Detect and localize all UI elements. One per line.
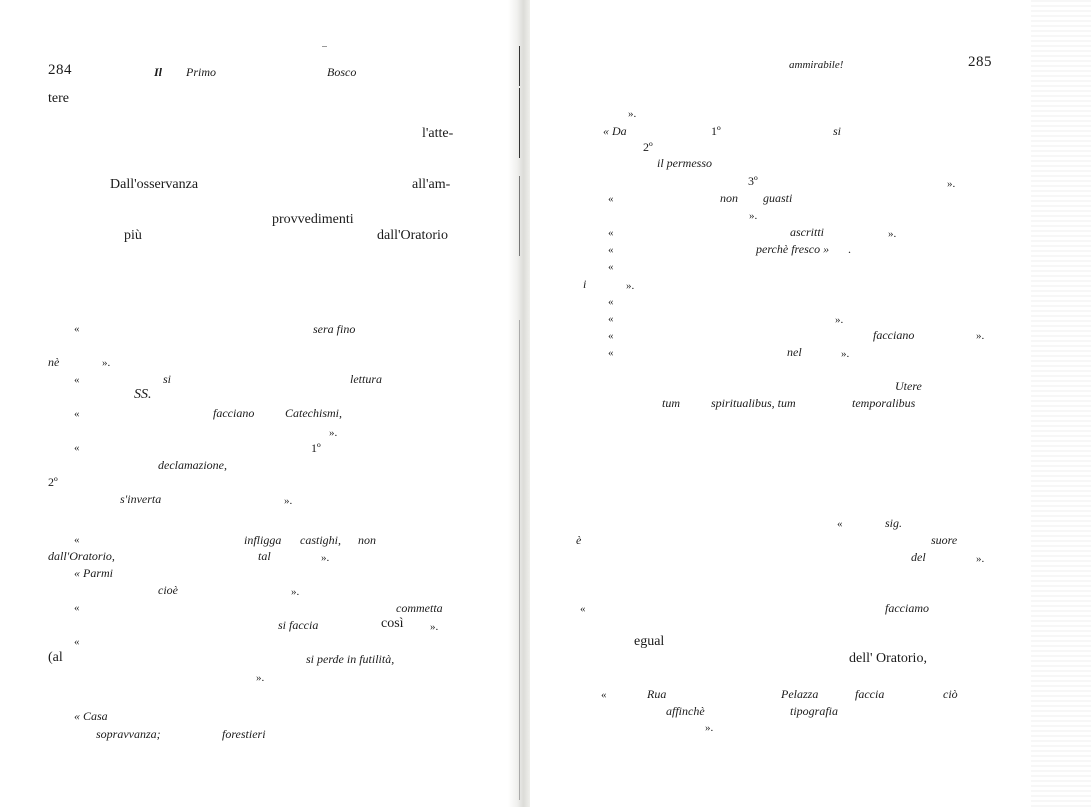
text-rua: Rua (647, 687, 667, 701)
running-head-word-3: Bosco (327, 65, 357, 79)
text-ne: nè (48, 355, 60, 369)
text-infligga: infligga (244, 533, 282, 547)
text-guasti: guasti (763, 191, 793, 205)
text-si: si (163, 372, 172, 386)
quote-mark: « (74, 408, 80, 420)
text-sera-fino: sera fino (313, 322, 356, 336)
text-declamazione: declamazione, (158, 458, 227, 472)
quote-mark: « (837, 518, 843, 530)
text-al: (al (48, 650, 63, 665)
running-head-word-2: Primo (186, 65, 216, 79)
text-cio: ciò (943, 687, 958, 701)
close-quote: ». (835, 314, 844, 326)
close-quote: ». (430, 621, 439, 633)
text-il-permesso: il permesso (657, 156, 712, 170)
quote-mark: « (608, 261, 614, 273)
text-egual: egual (634, 634, 665, 649)
text-facciano: facciano (213, 406, 255, 420)
close-quote: ». (626, 280, 635, 292)
text-cosi: così (381, 616, 404, 631)
close-quote: ». (947, 178, 956, 190)
quote-mark: « (74, 636, 80, 648)
quote-mark: « (608, 244, 614, 256)
text-facciano: facciano (873, 328, 915, 342)
close-quote: ». (321, 552, 330, 564)
text-si-perde: si perde in futilità, (306, 652, 395, 666)
text-e: è (576, 533, 582, 547)
text-num-1: 1º (711, 124, 721, 138)
quote-mark: « (608, 347, 614, 359)
text-dalloratorio: dall'Oratorio (377, 228, 448, 243)
running-head: ammirabile! (789, 59, 844, 71)
page-number-right: 285 (968, 54, 992, 70)
text-tum: tum (662, 396, 680, 410)
text-sig: sig. (885, 516, 903, 530)
text-tere: tere (48, 91, 69, 106)
text-non: non (358, 533, 376, 547)
text-pelazza: Pelazza (781, 687, 819, 701)
text-facciamo: facciamo (885, 601, 929, 615)
text-sinverta: s'inverta (120, 492, 162, 506)
page-number-left: 284 (48, 62, 72, 78)
close-quote: ». (976, 330, 985, 342)
text-commetta: commetta (396, 601, 443, 615)
text-si: si (833, 124, 842, 138)
quote-mark: « (74, 602, 80, 614)
text-ss: SS. (134, 387, 152, 402)
text-temporalibus: temporalibus (852, 396, 916, 410)
close-quote: ». (102, 357, 111, 369)
quote-mark: « (608, 227, 614, 239)
close-quote: ». (329, 427, 338, 439)
text-tipografia: tipografia (790, 704, 839, 718)
text-dalloratorio-italic: dall'Oratorio, (48, 549, 115, 563)
text-affinche: affinchè (666, 704, 705, 718)
text-num-3: 3º (748, 174, 758, 188)
text-num-2: 2º (643, 140, 653, 154)
quote-mark: « (601, 689, 607, 701)
text-osservanza: Dall'osservanza (110, 177, 199, 192)
text-spiritualibus: spiritualibus, tum (711, 396, 796, 410)
text-perche-fresco: perchè fresco » (756, 242, 830, 256)
text-catechismi: Catechismi, (285, 406, 342, 420)
text-num-1: 1º (311, 441, 321, 455)
text-allam: all'am- (412, 177, 451, 192)
quote-mark: « (608, 296, 614, 308)
right-page (515, 0, 1091, 807)
text-faccia: faccia (855, 687, 885, 701)
close-quote: ». (888, 228, 897, 240)
quote-mark: « (608, 313, 614, 325)
quote-mark: « (580, 603, 586, 615)
text-si-faccia: si faccia (278, 618, 319, 632)
quote-mark: « (74, 534, 80, 546)
quote-mark: « (608, 330, 614, 342)
text-ascritti: ascritti (790, 225, 825, 239)
text-atte: l'atte- (422, 126, 454, 141)
close-quote: ». (976, 553, 985, 565)
close-quote: ». (628, 108, 637, 120)
text-casa: « Casa (74, 709, 108, 723)
text-sopravvanza: sopravvanza; (96, 727, 161, 741)
text-piu: più (124, 228, 142, 243)
running-head-word-1: Il (154, 65, 163, 79)
close-quote: ». (256, 672, 265, 684)
text-del: del (911, 550, 926, 564)
text-num-2: 2º (48, 475, 58, 489)
text-castighi: castighi, (300, 533, 341, 547)
text-nel: nel (787, 345, 802, 359)
quote-mark: « (74, 374, 80, 386)
text-non: non (720, 191, 738, 205)
quote-mark: « (74, 442, 80, 454)
text-utere: Utere (895, 379, 922, 393)
close-quote: ». (841, 348, 850, 360)
text-cioe: cioè (158, 583, 178, 597)
text-lettura: lettura (350, 372, 382, 386)
left-page (0, 0, 515, 807)
close-quote: ». (291, 586, 300, 598)
text-forestieri: forestieri (222, 727, 266, 741)
text-da: « Da (603, 124, 627, 138)
quote-mark: « (608, 193, 614, 205)
text-suore: suore (931, 533, 958, 547)
text-period: . (848, 242, 851, 256)
quote-mark: « (74, 323, 80, 335)
text-parmi: « Parmi (74, 566, 113, 580)
text-i: i (583, 277, 587, 291)
text-delloratorio: dell' Oratorio, (849, 651, 927, 666)
close-quote: ». (284, 495, 293, 507)
close-quote: ». (705, 722, 714, 734)
text-tal: tal (258, 549, 271, 563)
text-provvedimenti: provvedimenti (272, 212, 354, 227)
close-quote: ». (749, 210, 758, 222)
